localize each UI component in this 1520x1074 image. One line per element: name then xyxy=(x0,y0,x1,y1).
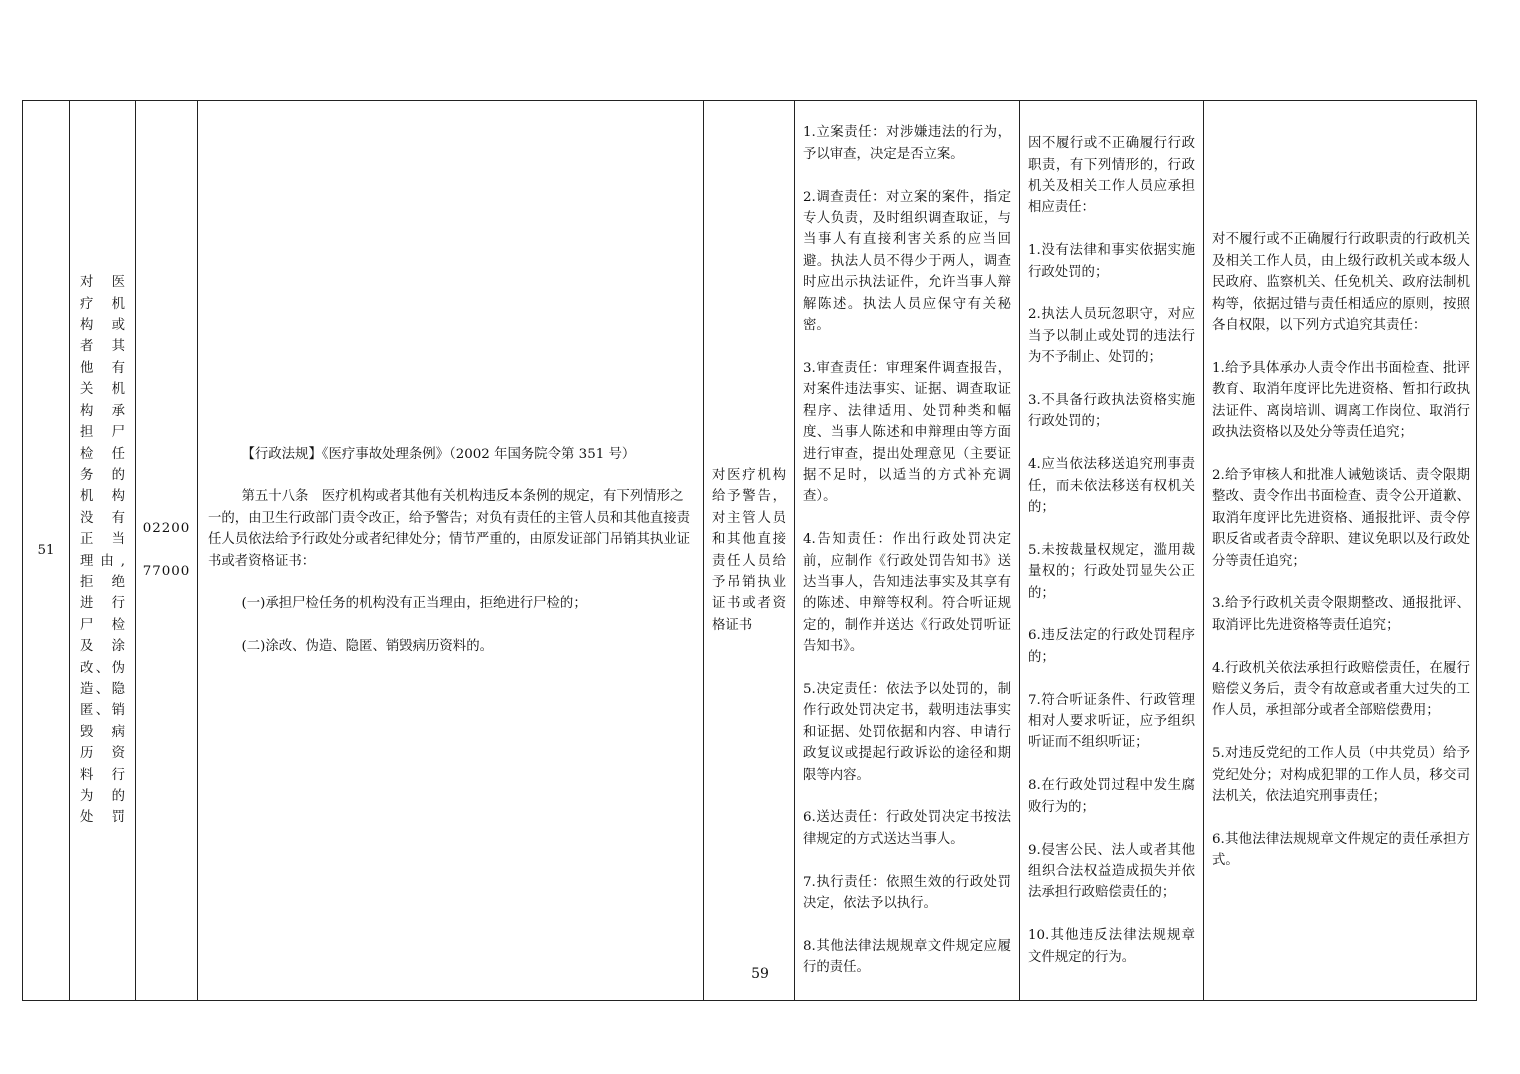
list-item: 6.违反法定的行政处罚程序的； xyxy=(1028,628,1195,665)
penalty-content: 对医疗机构给予警告，对主管人员和其他直接责任人员给予吊销执业证书或者资格证书 xyxy=(712,467,786,633)
penalty-cell xyxy=(704,101,795,1001)
list-item: 5.未按裁量权规定，滥用裁量权的；行政处罚显失公正的； xyxy=(1028,542,1195,601)
list-item: 5.决定责任：依法予以处罚的，制作行政处罚决定书，载明违法事实和证据、处罚依据和内容、申请行政复议或提起行政诉讼的途径和期限等内容。 xyxy=(803,681,1011,783)
legal-basis-item: (一)承担尸检任务的机构没有正当理由，拒绝进行尸检的； xyxy=(241,596,587,612)
list-item: 2.给予审核人和批准人诫勉谈话、责令限期整改、责令作出书面检查、责令公开道歉、取消年度评比先进资格、通报批评、责令停职反省或者责令辞职、建议免职以及行政处分等责任追究； xyxy=(1212,467,1470,569)
legal-basis xyxy=(208,422,695,679)
item-name-line: 尸 检 xyxy=(80,617,125,633)
item-name-line: 毁 病 xyxy=(80,724,125,740)
responsibility-cell xyxy=(795,101,1020,1001)
accountability-cell xyxy=(1020,101,1204,1001)
item-name-line: 构 或 xyxy=(80,318,125,334)
list-item: 8.在行政处罚过程中发生腐败行为的； xyxy=(1028,778,1195,815)
list-item: 1.立案责任：对涉嫌违法的行为，予以审查，决定是否立案。 xyxy=(803,125,1011,162)
pursuit-cell xyxy=(1204,101,1477,1001)
item-name-line: 历 资 xyxy=(80,746,125,762)
item-name-cell xyxy=(70,101,136,1001)
item-name-line: 疗 机 xyxy=(80,296,125,312)
list-item: 6.送达责任：行政处罚决定书按法律规定的方式送达当事人。 xyxy=(803,810,1011,847)
legal-basis-cell xyxy=(198,101,704,1001)
power-list-table xyxy=(22,100,1477,1001)
seq-cell xyxy=(23,101,70,1001)
item-name-line: 务 的 xyxy=(80,467,125,483)
item-name-line: 造、隐 xyxy=(80,681,125,697)
list-item: 3.审查责任：审理案件调查报告，对案件违法事实、证据、调查取证程序、法律适用、处罚种类和幅度、当事人陈述和申辩理由等方面进行审查，提出处理意见（主要证据不足时，以适当的方式补充调查）。 xyxy=(803,360,1011,505)
item-name-line: 正 当 xyxy=(80,532,125,548)
item-name-line: 对 医 xyxy=(80,275,125,291)
seq-number: 51 xyxy=(37,542,55,558)
list-item: 8.其他法律法规规章文件规定应履行的责任。 xyxy=(803,938,1011,976)
list-item: 7.符合听证条件、行政管理相对人要求听证，应予组织听证而不组织听证； xyxy=(1028,692,1195,751)
list-item: 4.行政机关依法承担行政赔偿责任，在履行赔偿义务后，责令有故意或者重大过失的工作人员，承担部分或者全部赔偿费用； xyxy=(1212,660,1470,719)
list-item: 2.调查责任：对立案的案件，指定专人负责，及时组织调查取证，与当事人有直接利害关系的应当回避。执法人员不得少于两人，调查时应出示执法证件，允许当事人辩解陈述。执法人员应保守有关秘密。 xyxy=(803,189,1011,334)
item-name-line: 改、伪 xyxy=(80,660,125,676)
item-name-line: 担 尸 xyxy=(80,425,125,441)
page-number: 59 xyxy=(751,966,769,982)
list-item: 1.没有法律和事实依据实施行政处罚的； xyxy=(1028,243,1195,280)
pursuit-list xyxy=(1212,208,1470,893)
list-item: 1.给予具体承办人责令作出书面检查、批评教育、取消年度评比先进资格、暂扣行政执法证件、离岗培训、调离工作岗位、取消行政执法资格以及处分等责任追究； xyxy=(1212,360,1470,441)
list-item: 6.其他法律法规规章文件规定的责任承担方式。 xyxy=(1212,831,1470,869)
item-name xyxy=(80,272,125,829)
item-name-line: 匿、销 xyxy=(80,703,125,719)
accountability-list xyxy=(1028,112,1195,990)
item-name-line: 料 行 xyxy=(80,767,125,783)
list-item: 3.给予行政机关责令限期整改、通报批评、取消评比先进资格等责任追究； xyxy=(1212,596,1470,633)
table-row xyxy=(23,101,1477,1001)
list-item: 5.对违反党纪的工作人员（中共党员）给予党纪处分；对构成犯罪的工作人员，移交司法机关，依法追究刑事责任； xyxy=(1212,746,1470,804)
item-name-line: 拒 绝 xyxy=(80,574,125,590)
list-item: 4.应当依法移送追究刑事责任，而未依法移送有权机关的； xyxy=(1028,457,1195,516)
responsibility-list xyxy=(803,101,1011,1000)
legal-basis-item: (二)涂改、伪造、隐匿、销毁病历资料的。 xyxy=(241,639,493,655)
legal-basis-article: 第五十八条 医疗机构或者其他有关机构违反本条例的规定，有下列情形之一的，由卫生行政部门责令改正，给予警告；对负有责任的主管人员和其他直接责任人员依法给予行政处分或者纪律处分；情节严重的，由原发证部门吊销其执业证书或者资格证书： xyxy=(208,489,691,569)
item-name-line: 者 其 xyxy=(80,339,125,355)
list-item: 7.执行责任：依照生效的行政处罚决定，依法予以执行。 xyxy=(803,874,1011,912)
list-item: 9.侵害公民、法人或者其他组织合法权益造成损失并依法承担行政赔偿责任的； xyxy=(1028,842,1195,901)
item-name-line: 构 承 xyxy=(80,403,125,419)
item-name-line: 处罚 xyxy=(80,810,125,826)
item-name-line: 检 任 xyxy=(80,446,125,462)
item-name-line: 没 有 xyxy=(80,510,125,526)
list-item: 3.不具备行政执法资格实施行政处罚的； xyxy=(1028,392,1195,430)
legal-basis-title: 【行政法规】《医疗事故处理条例》（2002 年国务院令第 351 号） xyxy=(241,446,636,462)
list-item: 4.告知责任：作出行政处罚决定前，应制作《行政处罚告知书》送达当事人，告知违法事实及其享有的陈述、申辩等权利。符合听证规定的，制作并送达《行政处罚听证告知书》。 xyxy=(803,532,1011,655)
item-name-line: 进 行 xyxy=(80,596,125,612)
list-item: 10.其他违反法律法规规章文件规定的行为。 xyxy=(1028,928,1195,965)
accountability-intro: 因不履行或不正确履行行政职责，有下列情形的，行政机关及相关工作人员应承担相应责任： xyxy=(1028,136,1195,216)
pursuit-intro: 对不履行或不正确履行行政职责的行政机关及相关工作人员，由上级行政机关或本级人民政府、监察机关、任免机关、政府法制机构等，依据过错与责任相适应的原则，按照各自权限，以下列方式追究其责任： xyxy=(1212,232,1470,334)
item-name-line: 理由, xyxy=(80,553,125,569)
item-name-line: 他 有 xyxy=(80,360,125,376)
item-name-line: 为 的 xyxy=(80,789,125,804)
item-name-line: 及 涂 xyxy=(80,639,125,655)
item-name-line: 关 机 xyxy=(80,382,125,398)
item-code: 02200 77000 xyxy=(142,521,191,580)
list-item: 2.执法人员玩忽职守，对应当予以制止或处罚的违法行为不予制止、处罚的； xyxy=(1028,307,1195,366)
item-name-line: 机 构 xyxy=(80,489,125,505)
code-cell xyxy=(136,101,198,1001)
